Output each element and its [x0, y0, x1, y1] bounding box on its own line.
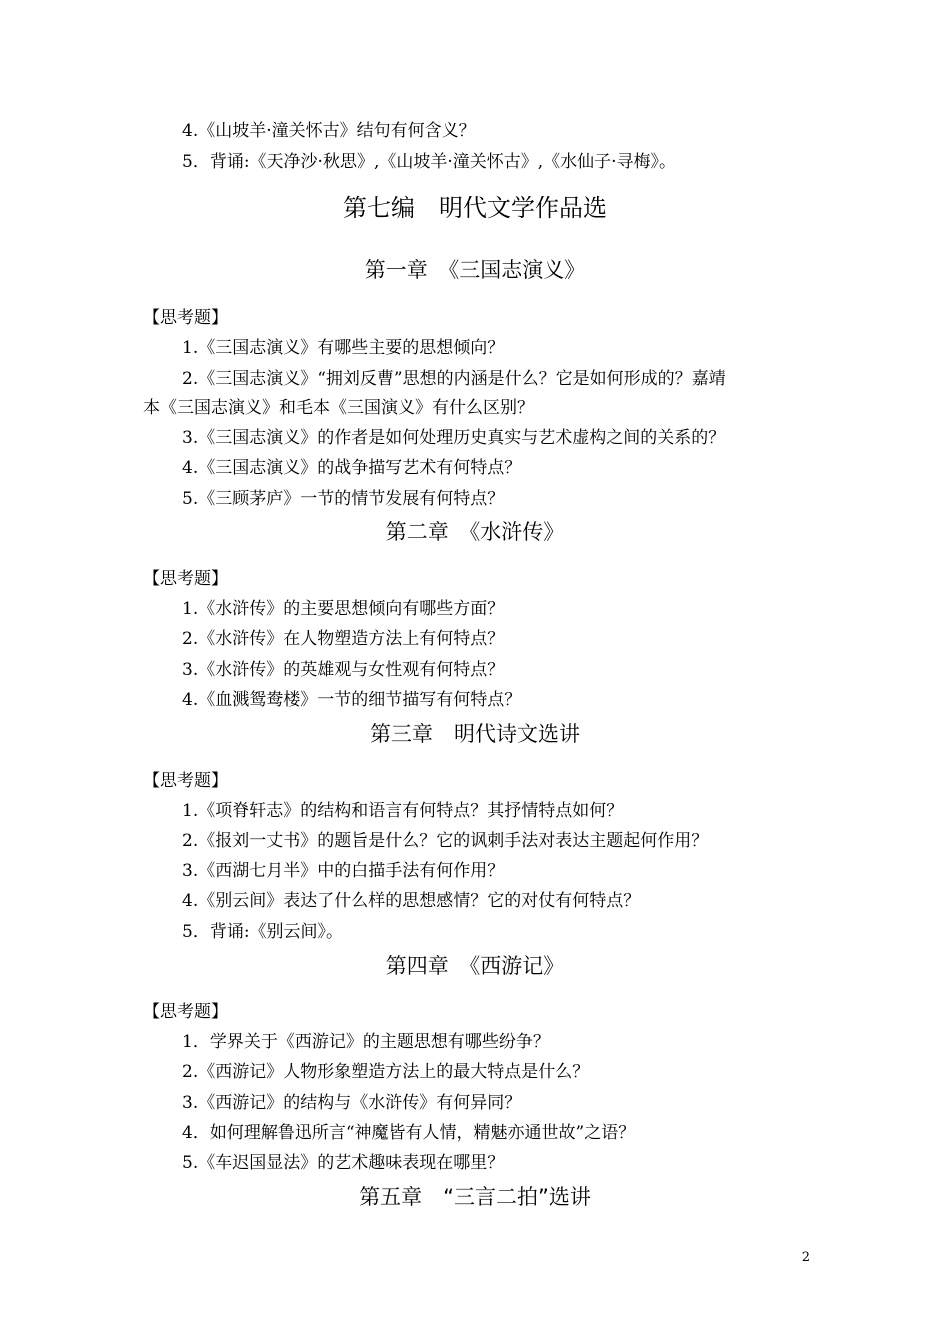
question-item: 3.《西游记》的结构与《水浒传》有何异同？ [182, 1093, 522, 1113]
question-item: 2.《报刘一丈书》的题旨是什么？它的讽刺手法对表达主题起何作用？ [182, 831, 709, 851]
question-item: 4.《三国志演义》的战争描写艺术有何特点？ [182, 458, 522, 478]
question-item: 5．背诵:《别云间》。 [182, 922, 344, 942]
question-item-continuation: 本《三国志演义》和毛本《三国演义》有什么区别？ [143, 398, 534, 418]
question-item: 4.《血溅鸳鸯楼》一节的细节描写有何特点？ [182, 690, 522, 710]
question-item: 1.《三国志演义》有哪些主要的思想倾向？ [182, 338, 505, 358]
question-item: 1．学界关于《西游记》的主题思想有哪些纷争？ [182, 1032, 550, 1052]
question-item: 3.《三国志演义》的作者是如何处理历史真实与艺术虚构之间的关系的？ [182, 428, 726, 448]
question-item: 3.《西湖七月半》中的白描手法有何作用？ [182, 861, 505, 881]
page-number: 2 [801, 1250, 810, 1265]
question-item: 2.《西游记》人物形象塑造方法上的最大特点是什么？ [182, 1062, 590, 1082]
question-item: 4.《山坡羊·潼关怀古》结句有何含义？ [182, 121, 476, 141]
question-item: 3.《水浒传》的英雄观与女性观有何特点？ [182, 660, 505, 680]
question-item: 4.《别云间》表达了什么样的思想感情？它的对仗有何特点？ [182, 891, 641, 911]
questions-label: 【思考题】 [143, 1002, 228, 1022]
part-title: 第七编 明代文学作品选 [343, 194, 607, 222]
questions-label: 【思考题】 [143, 569, 228, 589]
chapter-title: 第五章 “三言二拍”选讲 [359, 1185, 591, 1209]
chapter-title: 第二章 《水浒传》 [385, 520, 565, 544]
question-item: 5．背诵:《天净沙·秋思》,《山坡羊·潼关怀古》,《水仙子·寻梅》。 [182, 152, 677, 172]
question-item: 5.《三顾茅庐》一节的情节发展有何特点？ [182, 489, 505, 509]
chapter-title: 第四章 《西游记》 [385, 954, 565, 978]
question-item: 5.《车迟国显法》的艺术趣味表现在哪里？ [182, 1153, 505, 1173]
chapter-title: 第一章 《三国志演义》 [364, 258, 586, 282]
question-item: 1.《项脊轩志》的结构和语言有何特点？其抒情特点如何？ [182, 801, 624, 821]
question-item: 2.《水浒传》在人物塑造方法上有何特点？ [182, 629, 505, 649]
chapter-title: 第三章 明代诗文选讲 [370, 722, 580, 746]
questions-label: 【思考题】 [143, 771, 228, 791]
questions-label: 【思考题】 [143, 308, 228, 328]
question-item: 1.《水浒传》的主要思想倾向有哪些方面？ [182, 599, 505, 619]
question-item: 2.《三国志演义》“拥刘反曹”思想的内涵是什么？它是如何形成的？嘉靖 [182, 369, 726, 389]
question-item: 4．如何理解鲁迅所言“神魔皆有人情，精魅亦通世故”之语？ [182, 1123, 636, 1143]
